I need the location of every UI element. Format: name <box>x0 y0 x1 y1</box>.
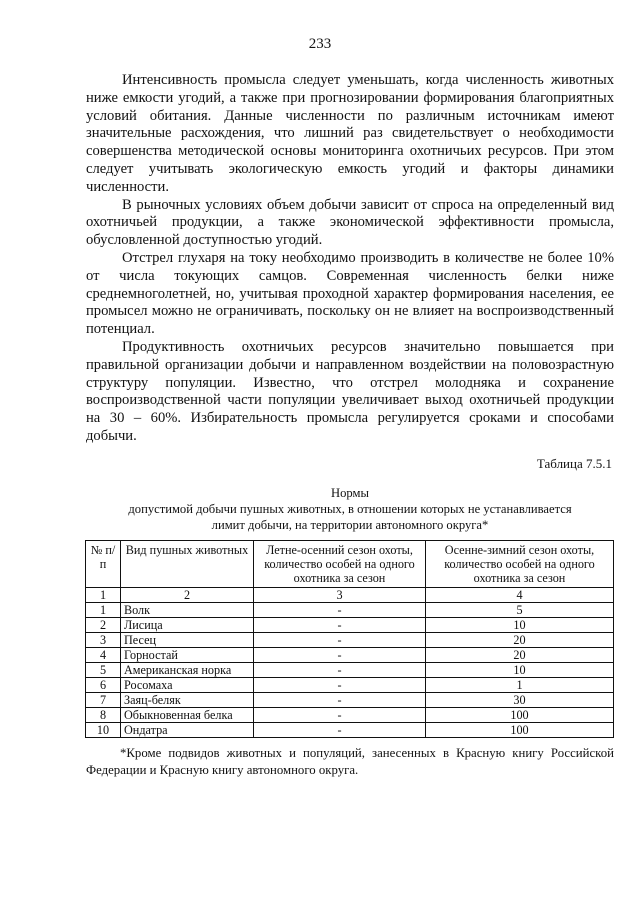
winter-quota: 20 <box>426 648 614 663</box>
winter-quota: 100 <box>426 723 614 738</box>
column-index: 2 <box>121 588 254 603</box>
row-number: 3 <box>86 633 121 648</box>
species-name: Горностай <box>121 648 254 663</box>
species-name: Ондатра <box>121 723 254 738</box>
table-title-line: лимит добычи, на территории автономного округа* <box>211 518 489 532</box>
species-name: Заяц-беляк <box>121 693 254 708</box>
table-title <box>86 485 614 533</box>
norms-table <box>85 540 614 738</box>
summer-quota: - <box>254 708 426 723</box>
table-row <box>86 708 614 723</box>
table-header-row <box>86 541 614 588</box>
column-index-row <box>86 588 614 603</box>
header-summer-season: Летне-осенний сезон охоты, количество особей на одного охотника за сезон <box>254 541 426 588</box>
table-row <box>86 618 614 633</box>
table-title-line: Нормы <box>331 486 369 500</box>
header-winter-season: Осенне-зимний сезон охоты, количество особей на одного охотника за сезон <box>426 541 614 588</box>
paragraph: Интенсивность промысла следует уменьшать, когда численность животных ниже емкости угодий, а также при прогнозировании формирования благоприятных условий обитания. Данные численности по различным источникам имеют значительные расхождения, что лишний раз свидетельствует о необходимости совершенства методической основы мониторинга охотничьих ресурсов. При этом следует учитывать экологическую емкость угодий и факторы динамики численности. <box>86 72 614 195</box>
winter-quota: 20 <box>426 633 614 648</box>
row-number: 2 <box>86 618 121 633</box>
species-name: Волк <box>121 603 254 618</box>
summer-quota: - <box>254 618 426 633</box>
row-number: 8 <box>86 708 121 723</box>
row-number: 1 <box>86 603 121 618</box>
summer-quota: - <box>254 633 426 648</box>
summer-quota: - <box>254 663 426 678</box>
table-row <box>86 603 614 618</box>
winter-quota: 1 <box>426 678 614 693</box>
row-number: 6 <box>86 678 121 693</box>
row-number: 7 <box>86 693 121 708</box>
paragraph: В рыночных условиях объем добычи зависит от спроса на определенный вид охотничьей продукции, а также экономической эффективности промысла, обусловленной доступностью угодий. <box>86 196 614 249</box>
table-row <box>86 723 614 738</box>
row-number: 5 <box>86 663 121 678</box>
summer-quota: - <box>254 603 426 618</box>
species-name: Песец <box>121 633 254 648</box>
winter-quota: 100 <box>426 708 614 723</box>
table-row <box>86 693 614 708</box>
paragraph: Продуктивность охотничьих ресурсов значительно повышается при правильной организации добычи и направленном воздействии на половозрастную структуру популяции. Известно, что отстрел молодняка и сохранение воспроизводственной части популяции увеличивает выход охотничьей продукции на 30 – 60%. Избирательность промысла регулируется сроками и способами добычи. <box>86 338 614 444</box>
table-footnote: *Кроме подвидов животных и популяций, занесенных в Красную книгу Российской Федерации и Красную книгу автономного округа. <box>86 746 614 777</box>
header-species: Вид пушных животных <box>121 541 254 588</box>
table-row <box>86 648 614 663</box>
winter-quota: 5 <box>426 603 614 618</box>
winter-quota: 10 <box>426 618 614 633</box>
column-index: 3 <box>254 588 426 603</box>
row-number: 10 <box>86 723 121 738</box>
species-name: Обыкновенная белка <box>121 708 254 723</box>
header-num: № п/п <box>86 541 121 588</box>
table-row <box>86 663 614 678</box>
summer-quota: - <box>254 723 426 738</box>
table-title-line: допустимой добычи пушных животных, в отношении которых не устанавливается <box>128 502 572 516</box>
species-name: Росомаха <box>121 678 254 693</box>
column-index: 4 <box>426 588 614 603</box>
row-number: 4 <box>86 648 121 663</box>
species-name: Лисица <box>121 618 254 633</box>
table-row <box>86 633 614 648</box>
winter-quota: 10 <box>426 663 614 678</box>
table-caption: Таблица 7.5.1 <box>536 456 612 471</box>
species-name: Американская норка <box>121 663 254 678</box>
summer-quota: - <box>254 693 426 708</box>
column-index: 1 <box>86 588 121 603</box>
summer-quota: - <box>254 678 426 693</box>
body-text <box>86 72 614 446</box>
winter-quota: 30 <box>426 693 614 708</box>
table-row <box>86 678 614 693</box>
paragraph: Отстрел глухаря на току необходимо производить в количестве не более 10% от числа токующих самцов. Современная численность белки ниже среднемноголетней, но, учитывая проходной характер формирования населения, ее промысел можно не ограничивать, поскольку он не влияет на воспроизводственный потенциал. <box>86 249 614 338</box>
page-number: 233 <box>308 36 332 52</box>
summer-quota: - <box>254 648 426 663</box>
